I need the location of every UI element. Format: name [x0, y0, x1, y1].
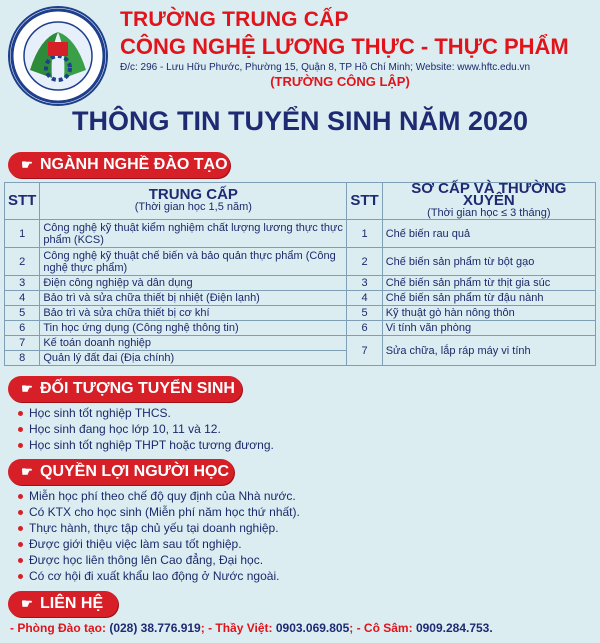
left-row-text: Điện công nghiệp và dân dụng	[40, 276, 347, 291]
right-header-sub: (Thời gian học ≤ 3 tháng)	[427, 207, 551, 219]
left-row-text: Kế toán doanh nghiệp	[40, 336, 347, 351]
section-target-label: ĐỐI TƯỢNG TUYỂN SINH	[40, 380, 235, 397]
list-item: Thực hành, thực tập chủ yếu tại doanh nghiệp.	[16, 520, 300, 536]
right-row-number: 7	[347, 336, 382, 366]
contact-office-label: - Phòng Đào tạo:	[10, 621, 110, 635]
left-header-title: TRUNG CẤP	[148, 186, 238, 203]
left-header-sub: (Thời gian học 1,5 năm)	[134, 201, 252, 213]
left-row-text: Tin học ứng dụng (Công nghệ thông tin)	[40, 321, 347, 336]
left-row-number: 2	[5, 248, 40, 276]
right-row-number: 3	[347, 276, 382, 291]
pointing-hand-icon: ☛	[21, 381, 33, 396]
left-row-text: Công nghệ kỹ thuật kiểm nghiệm chất lượng lương thực thực phẩm (KCS)	[40, 220, 347, 248]
section-training-label: NGÀNH NGHỀ ĐÀO TẠO	[40, 156, 228, 173]
right-row-number: 1	[347, 220, 382, 248]
pointing-hand-icon: ☛	[21, 596, 33, 611]
right-row-number: 6	[347, 321, 382, 336]
left-row-text: Bảo trì và sửa chữa thiết bị nhiệt (Điện lạnh)	[40, 291, 347, 306]
table-row	[5, 291, 596, 306]
page-title: THÔNG TIN TUYỂN SINH NĂM 2020	[71, 106, 529, 136]
target-list	[16, 405, 274, 453]
pointing-hand-icon: ☛	[21, 157, 33, 172]
public-school-label: (TRƯỜNG CÔNG LẬP)	[270, 74, 410, 89]
school-name-line1: TRƯỜNG TRUNG CẤP	[120, 8, 349, 31]
table-row	[5, 306, 596, 321]
section-benefits-label: QUYỀN LỢI NGƯỜI HỌC	[40, 463, 230, 480]
right-row-number: 5	[347, 306, 382, 321]
section-contact-label: LIÊN HỆ	[40, 595, 104, 612]
left-row-number: 4	[5, 291, 40, 306]
right-row-text: Chế biến sản phẩm từ bột gạo	[382, 248, 595, 276]
right-row-number: 4	[347, 291, 382, 306]
right-row-text: Sửa chữa, lắp ráp máy vi tính	[382, 336, 595, 366]
right-row-text: Chế biến sản phẩm từ thịt gia súc	[382, 276, 595, 291]
list-item: Học sinh đang học lớp 10, 11 và 12.	[16, 421, 274, 437]
table-row	[5, 220, 596, 248]
contact-viet-phone[interactable]: 0903.069.805	[275, 621, 350, 635]
section-benefits	[8, 459, 234, 485]
right-row-number: 2	[347, 248, 382, 276]
left-row-number: 6	[5, 321, 40, 336]
stt-header-right: STT	[347, 183, 382, 220]
list-item: Được học liên thông lên Cao đẳng, Đại học.	[16, 552, 300, 568]
stt-header-left: STT	[5, 183, 40, 220]
table-row	[5, 321, 596, 336]
right-row-text: Chế biến rau quả	[382, 220, 595, 248]
list-item: Có KTX cho học sinh (Miễn phí năm học thứ nhất).	[16, 504, 300, 520]
list-item: Được giới thiệu việc làm sau tốt nghiệp.	[16, 536, 300, 552]
table-row	[5, 248, 596, 276]
left-row-text: Quản lý đất đai (Địa chính)	[40, 351, 347, 366]
list-item: Học sinh tốt nghiệp THPT hoặc tương đương.	[16, 437, 274, 453]
contact-line	[10, 621, 493, 635]
left-row-number: 7	[5, 336, 40, 351]
right-row-text: Vi tính văn phòng	[382, 321, 595, 336]
contact-sam-label: ; - Cô Sâm:	[349, 621, 416, 635]
section-contact	[8, 591, 118, 617]
left-header	[40, 183, 347, 220]
table-header-row	[5, 183, 596, 220]
list-item: Học sinh tốt nghiệp THCS.	[16, 405, 274, 421]
programs-table	[4, 182, 596, 366]
school-logo-icon	[8, 6, 108, 106]
right-row-text: Chế biến sản phẩm từ đậu nành	[382, 291, 595, 306]
section-training	[8, 152, 230, 178]
table-row	[5, 276, 596, 291]
left-row-number: 3	[5, 276, 40, 291]
contact-sam-phone[interactable]: 0909.284.753.	[415, 621, 493, 635]
pointing-hand-icon: ☛	[21, 464, 33, 479]
left-row-number: 5	[5, 306, 40, 321]
section-target	[8, 376, 242, 402]
table-row	[5, 336, 596, 351]
left-row-text: Công nghệ kỹ thuật chế biến và bảo quản thực phẩm (Công nghệ thực phẩm)	[40, 248, 347, 276]
list-item: Miễn học phí theo chế độ quy định của Nhà nước.	[16, 488, 300, 504]
right-row-text: Kỹ thuật gò hàn nông thôn	[382, 306, 595, 321]
school-address: Đ/c: 296 - Lưu Hữu Phước, Phường 15, Quận 8, TP Hồ Chí Minh; Website: www.hftc.edu.vn	[120, 62, 531, 73]
list-item: Có cơ hội đi xuất khẩu lao động ở Nước ngoài.	[16, 568, 300, 584]
left-row-text: Bảo trì và sửa chữa thiết bị cơ khí	[40, 306, 347, 321]
school-name-line2: CÔNG NGHỆ LƯƠNG THỰC - THỰC PHẨM	[120, 34, 569, 59]
benefits-list	[16, 488, 300, 584]
right-header	[382, 180, 595, 220]
right-header-title: SƠ CẤP VÀ THƯỜNG XUYÊN	[411, 180, 567, 209]
contact-office-phone[interactable]: (028) 38.776.919	[109, 621, 201, 635]
left-row-number: 8	[5, 351, 40, 366]
left-row-number: 1	[5, 220, 40, 248]
contact-viet-label: ; - Thầy Việt:	[200, 621, 276, 635]
